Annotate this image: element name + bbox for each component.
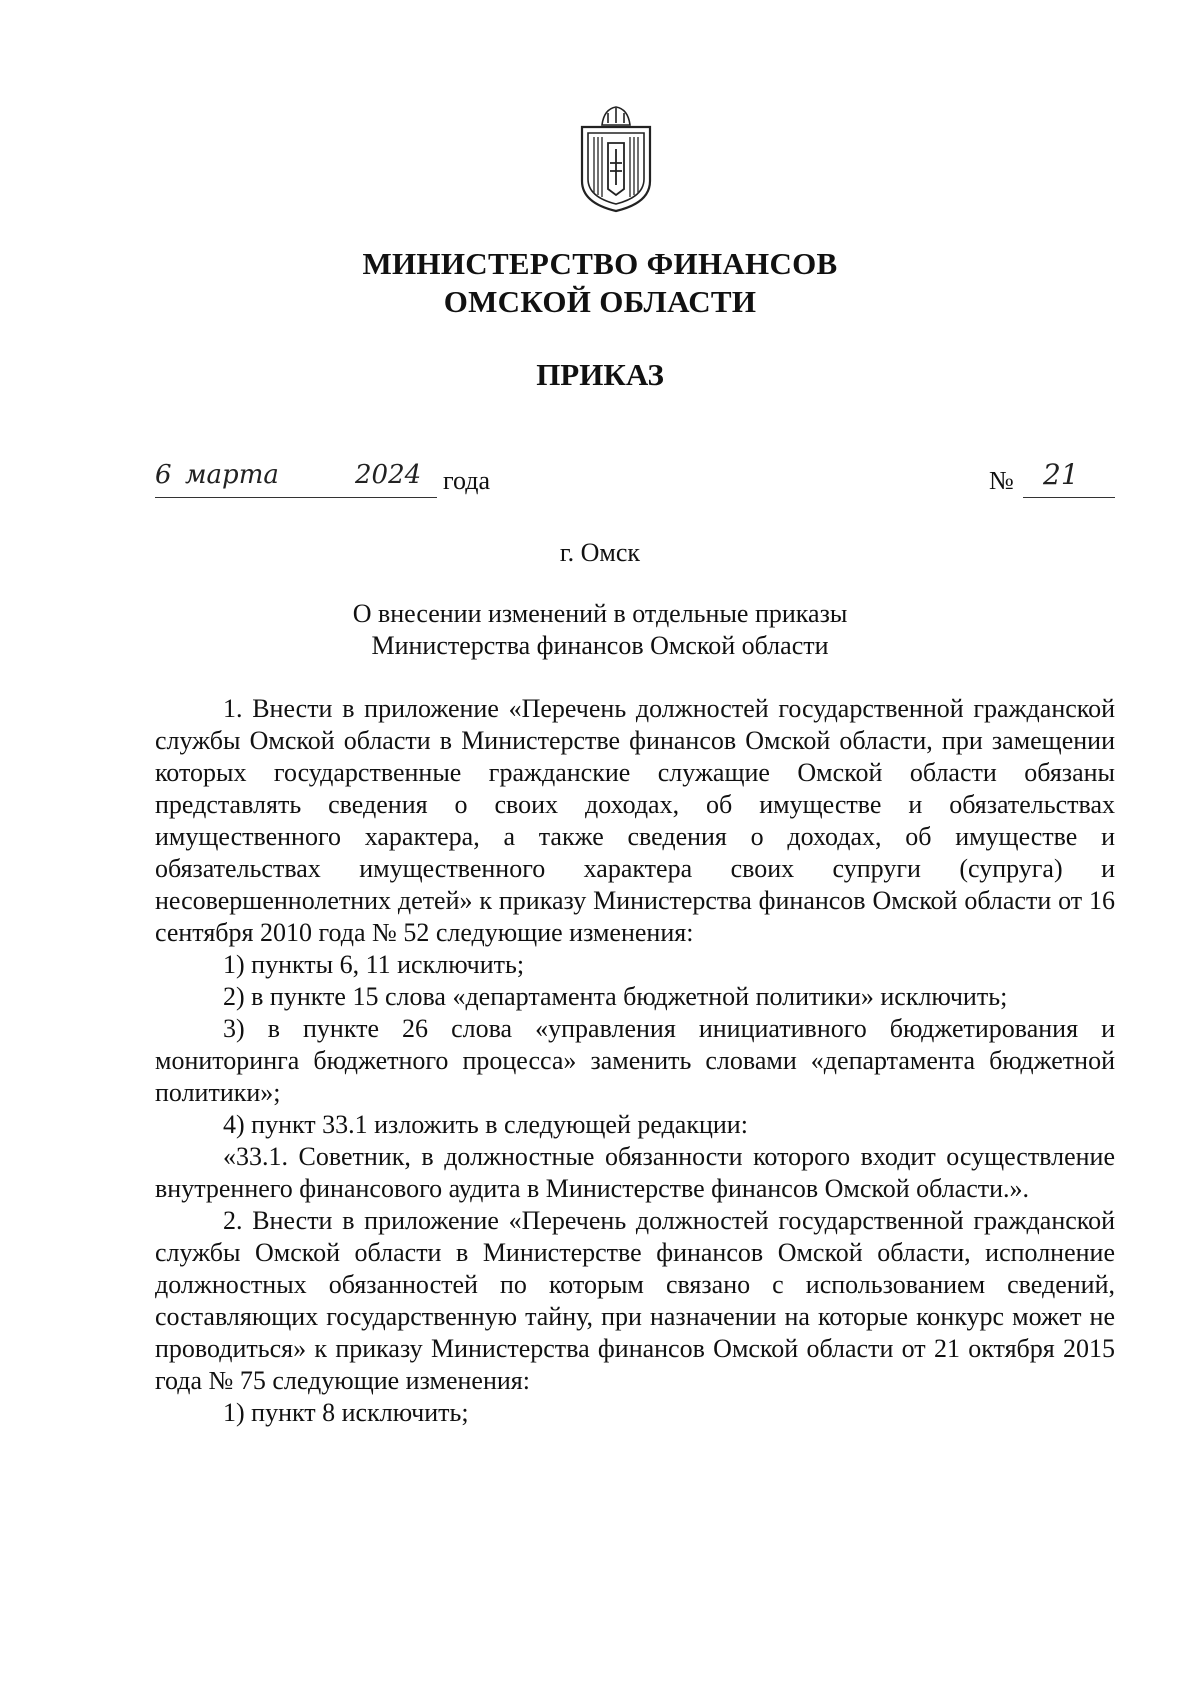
date-month: марта <box>185 460 279 490</box>
subject <box>0 598 1200 662</box>
number-underline <box>1023 497 1115 498</box>
subject-line1: О внесении изменений в отдельные приказы <box>352 599 848 628</box>
document-number: 21 <box>1043 458 1079 491</box>
paragraph-1-item-3: 3) в пункте 26 слова «управления инициативного бюджетирования и мониторинга бюджетного процесса» заменить словами «департамента бюджетной политики»; <box>155 1014 1115 1107</box>
number-sign: № <box>989 466 1014 495</box>
paragraph-1: 1. Внести в приложение «Перечень должностей государственной гражданской службы Омской области в Министерстве финансов Омской области, при замещении которых государственные гражданские служащие Омской области обязаны представлять сведения о своих доходах, об имуществе и обязательствах имущественного характера, а также сведения о доходах, об имуществе и обязательствах имущественного характера своих супруги (супруга) и несовершеннолетних детей» к приказу Министерства финансов Омской области от 16 сентября 2010 года № 52 следующие изменения: <box>155 694 1115 947</box>
paragraph-1-item-2: 2) в пункте 15 слова «департамента бюджетной политики» исключить; <box>223 982 1008 1011</box>
paragraph-1-item-4: 4) пункт 33.1 изложить в следующей редакции: <box>223 1110 748 1139</box>
document-body <box>155 693 1115 1429</box>
document-type: ПРИКАЗ <box>536 357 664 392</box>
paragraph-2: 2. Внести в приложение «Перечень должностей государственной гражданской службы Омской области в Министерстве финансов Омской области, исполнение должностных обязанностей по которым связано с использованием сведений, составляющих государственную тайну, при назначении на которые конкурс может не проводиться» к приказу Министерства финансов Омской области от 21 октября 2015 года № 75 следующие изменения: <box>155 1206 1115 1395</box>
ministry-title-line1: МИНИСТЕРСТВО ФИНАНСОВ <box>362 246 838 281</box>
date-suffix: года <box>443 466 491 495</box>
paragraph-1-item-1: 1) пункты 6, 11 исключить; <box>223 950 525 979</box>
paragraph-1-item-4-text: «33.1. Советник, в должностные обязанности которого входит осуществление внутреннего финансового аудита в Министерстве финансов Омской области.». <box>155 1142 1115 1203</box>
subject-line2: Министерства финансов Омской области <box>371 631 829 660</box>
date-number-row <box>155 458 1115 506</box>
date-year: 2024 <box>355 460 422 490</box>
ministry-title-line2: ОМСКОЙ ОБЛАСТИ <box>443 284 757 319</box>
paragraph-2-item-1: 1) пункт 8 исключить; <box>223 1398 469 1427</box>
date-underline <box>155 497 437 498</box>
omsk-coat-of-arms-icon <box>574 103 658 215</box>
date-day: 6 <box>155 460 172 490</box>
city: г. Омск <box>559 538 641 567</box>
